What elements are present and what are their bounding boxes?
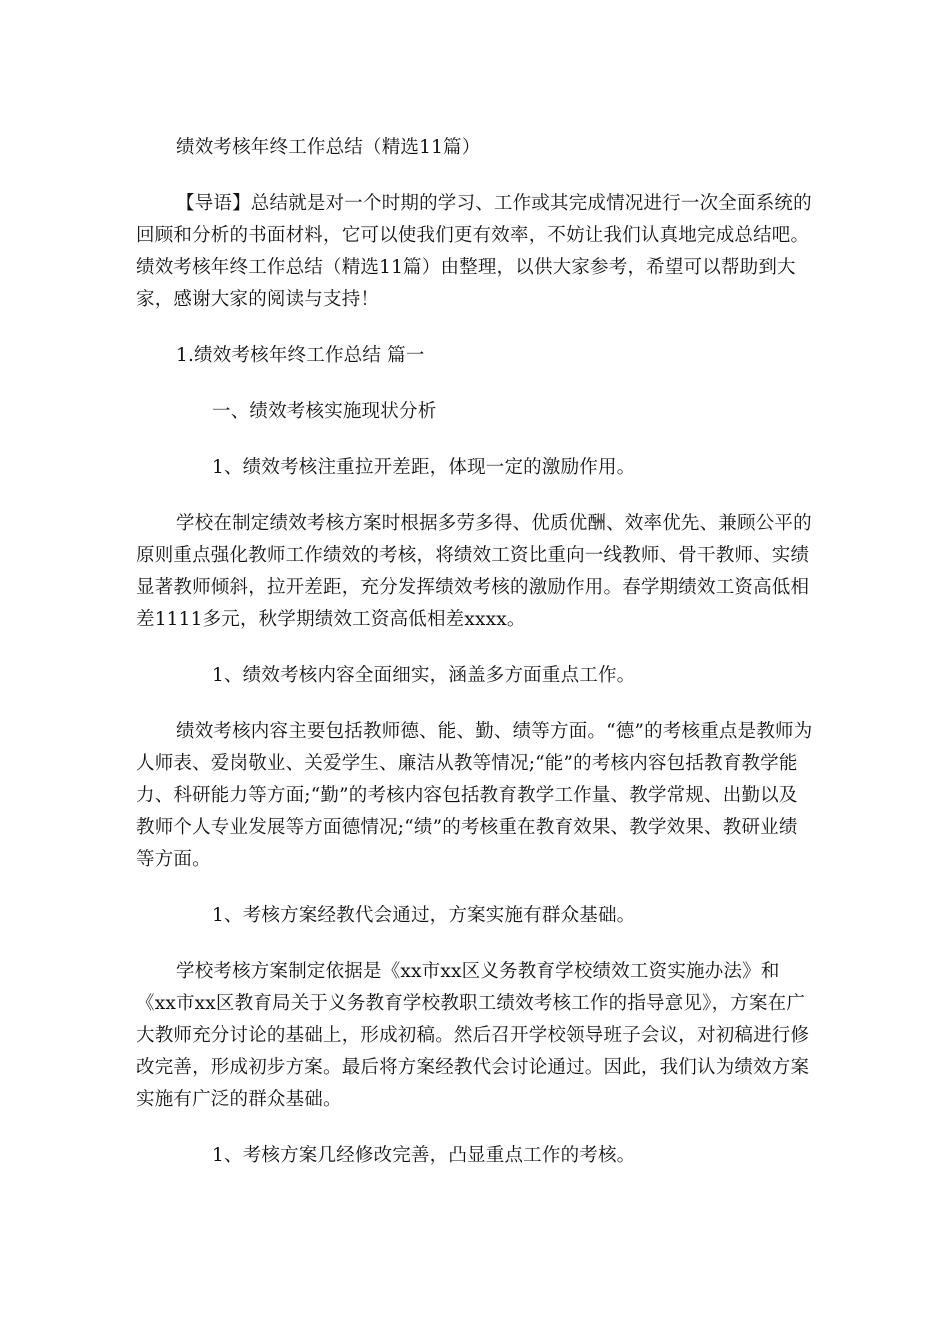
item-heading-1: 1、绩效考核注重拉开差距，体现一定的激励作用。 [212,457,636,478]
item-body-2: 绩效考核内容主要包括教师德、能、勤、绩等方面。“德”的考核重点是教师为人师表、爱岗敬业、关爱学生、廉洁从教等情况;“能”的考核内容包括教育教学能力、科研能力等方面;“勤”的考核内容包括教育教学工作量、教学常规、出勤以及教师个人专业发展等方面德情况;“绩”的考核重在教育效果、教学效果、教研业绩等方面。 [136,721,813,870]
item-heading-2: 1、绩效考核内容全面细实，涵盖多方面重点工作。 [212,665,636,686]
section-heading: 1.绩效考核年终工作总结 篇一 [176,345,425,366]
part-heading: 一、绩效考核实施现状分析 [212,401,437,422]
item-heading-3: 1、考核方案经教代会通过，方案实施有群众基础。 [212,905,636,926]
item-body-3: 学校考核方案制定依据是《xx市xx区义务教育学校绩效工资实施办法》和《xx市xx区教育局关于义务教育学校教职工绩效考核工作的指导意见》，方案在广大教师充分讨论的基础上，形成初稿。然后召开学校领导班子会议，对初稿进行修改完善，形成初步方案。最后将方案经教代会讨论通过。因此，我们认为绩效方案实施有广泛的群众基础。 [136,961,810,1110]
item-body-1: 学校在制定绩效考核方案时根据多劳多得、优质优酬、效率优先、兼顾公平的原则重点强化教师工作绩效的考核，将绩效工资比重向一线教师、骨干教师、实绩显著教师倾斜，拉开差距，充分发挥绩效考核的激励作用。春学期绩效工资高低相差1111多元，秋学期绩效工资高低相差xxxx。 [136,513,812,630]
document-title: 绩效考核年终工作总结（精选11篇） [176,137,481,158]
item-heading-4: 1、考核方案几经修改完善，凸显重点工作的考核。 [212,1145,636,1166]
intro-paragraph: 【导语】总结就是对一个时期的学习、工作或其完成情况进行一次全面系统的回顾和分析的书面材料，它可以使我们更有效率，不妨让我们认真地完成总结吧。绩效考核年终工作总结（精选11篇）由整理，以供大家参考，希望可以帮助到大家，感谢大家的阅读与支持！ [136,193,812,310]
